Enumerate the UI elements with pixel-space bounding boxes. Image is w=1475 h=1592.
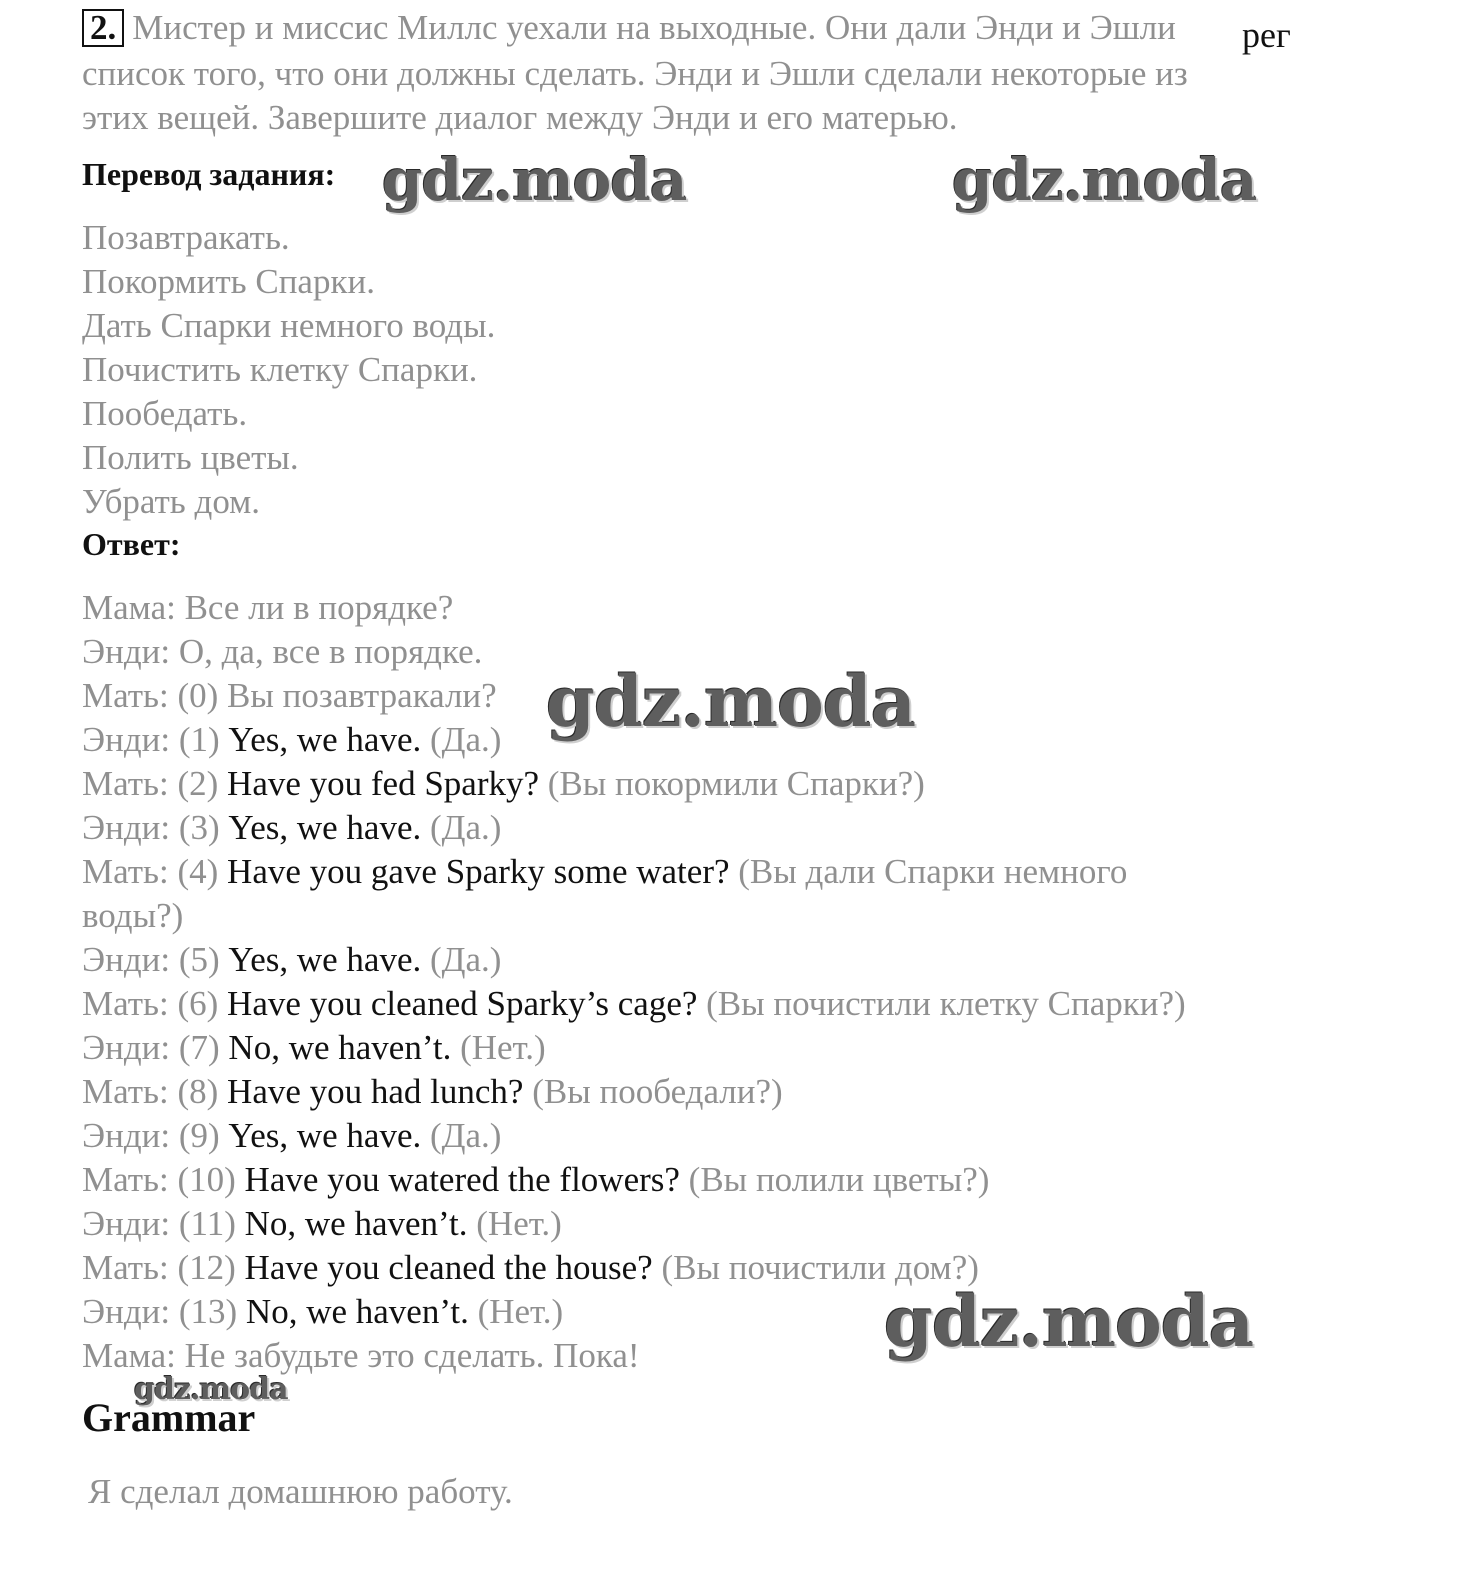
- dialogue-line: Мать: (8) Have you had lunch? (Вы пообедали?): [82, 1072, 783, 1111]
- dialogue-line: воды?): [82, 896, 184, 935]
- task-text-1: Мистер и миссис Миллс уехали на выходные. Они дали Энди и Эшли: [132, 8, 1176, 47]
- watermark-logo: gdz.moda: [952, 146, 1257, 214]
- watermark-logo: gdz.moda: [382, 146, 687, 214]
- translation-heading: Перевод задания:: [82, 156, 336, 192]
- todo-item: Убрать дом.: [82, 482, 261, 521]
- dialogue-line: Энди: (13) No, we haven’t. (Нет.): [82, 1292, 564, 1331]
- dialogue-line: Мать: (2) Have you fed Sparky? (Вы покормили Спарки?): [82, 764, 925, 803]
- dialogue-line: Энди: О, да, все в порядке.: [82, 632, 483, 671]
- task-number: 2.: [82, 9, 124, 47]
- dialogue-line: Мать: (12) Have you cleaned the house? (Вы почистили дом?): [82, 1248, 979, 1287]
- dialogue-line: Мама: Не забудьте это сделать. Пока!: [82, 1336, 640, 1375]
- todo-item: Покормить Спарки.: [82, 262, 375, 301]
- grammar-example: Я сделал домашнюю работу.: [88, 1472, 513, 1511]
- todo-item: Позавтракать.: [82, 218, 290, 257]
- dialogue-line: Мать: (0) Вы позавтракали?: [82, 676, 497, 715]
- watermark-logo: gdz.moda: [546, 660, 916, 743]
- corner-text: рег: [1242, 15, 1291, 55]
- dialogue-line: Энди: (5) Yes, we have. (Да.): [82, 940, 502, 979]
- watermark-logo: gdz.moda: [134, 1372, 288, 1407]
- dialogue-line: Энди: (1) Yes, we have. (Да.): [82, 720, 502, 759]
- dialogue-line: Мать: (10) Have you watered the flowers? (Вы полили цветы?): [82, 1160, 990, 1199]
- dialogue-line: Энди: (7) No, we haven’t. (Нет.): [82, 1028, 546, 1067]
- task-line-1: [82, 6, 1176, 50]
- dialogue-line: Энди: (11) No, we haven’t. (Нет.): [82, 1204, 562, 1243]
- todo-item: Дать Спарки немного воды.: [82, 306, 496, 345]
- dialogue-line: Энди: (3) Yes, we have. (Да.): [82, 808, 502, 847]
- todo-item: Полить цветы.: [82, 438, 299, 477]
- task-line-2: список того, что они должны сделать. Энди и Эшли сделали некоторые из: [82, 54, 1188, 93]
- dialogue-line: Мать: (6) Have you cleaned Sparky’s cage? (Вы почистили клетку Спарки?): [82, 984, 1186, 1023]
- dialogue-line: Мать: (4) Have you gave Sparky some water? (Вы дали Спарки немного: [82, 852, 1128, 891]
- todo-item: Почистить клетку Спарки.: [82, 350, 478, 389]
- task-line-3: этих вещей. Завершите диалог между Энди и его матерью.: [82, 98, 958, 137]
- answer-heading: Ответ:: [82, 526, 181, 562]
- dialogue-line: Энди: (9) Yes, we have. (Да.): [82, 1116, 502, 1155]
- watermark-logo: gdz.moda: [884, 1280, 1254, 1363]
- todo-item: Пообедать.: [82, 394, 248, 433]
- grammar-heading: Grammar: [82, 1395, 256, 1440]
- dialogue-line: Мама: Все ли в порядке?: [82, 588, 454, 627]
